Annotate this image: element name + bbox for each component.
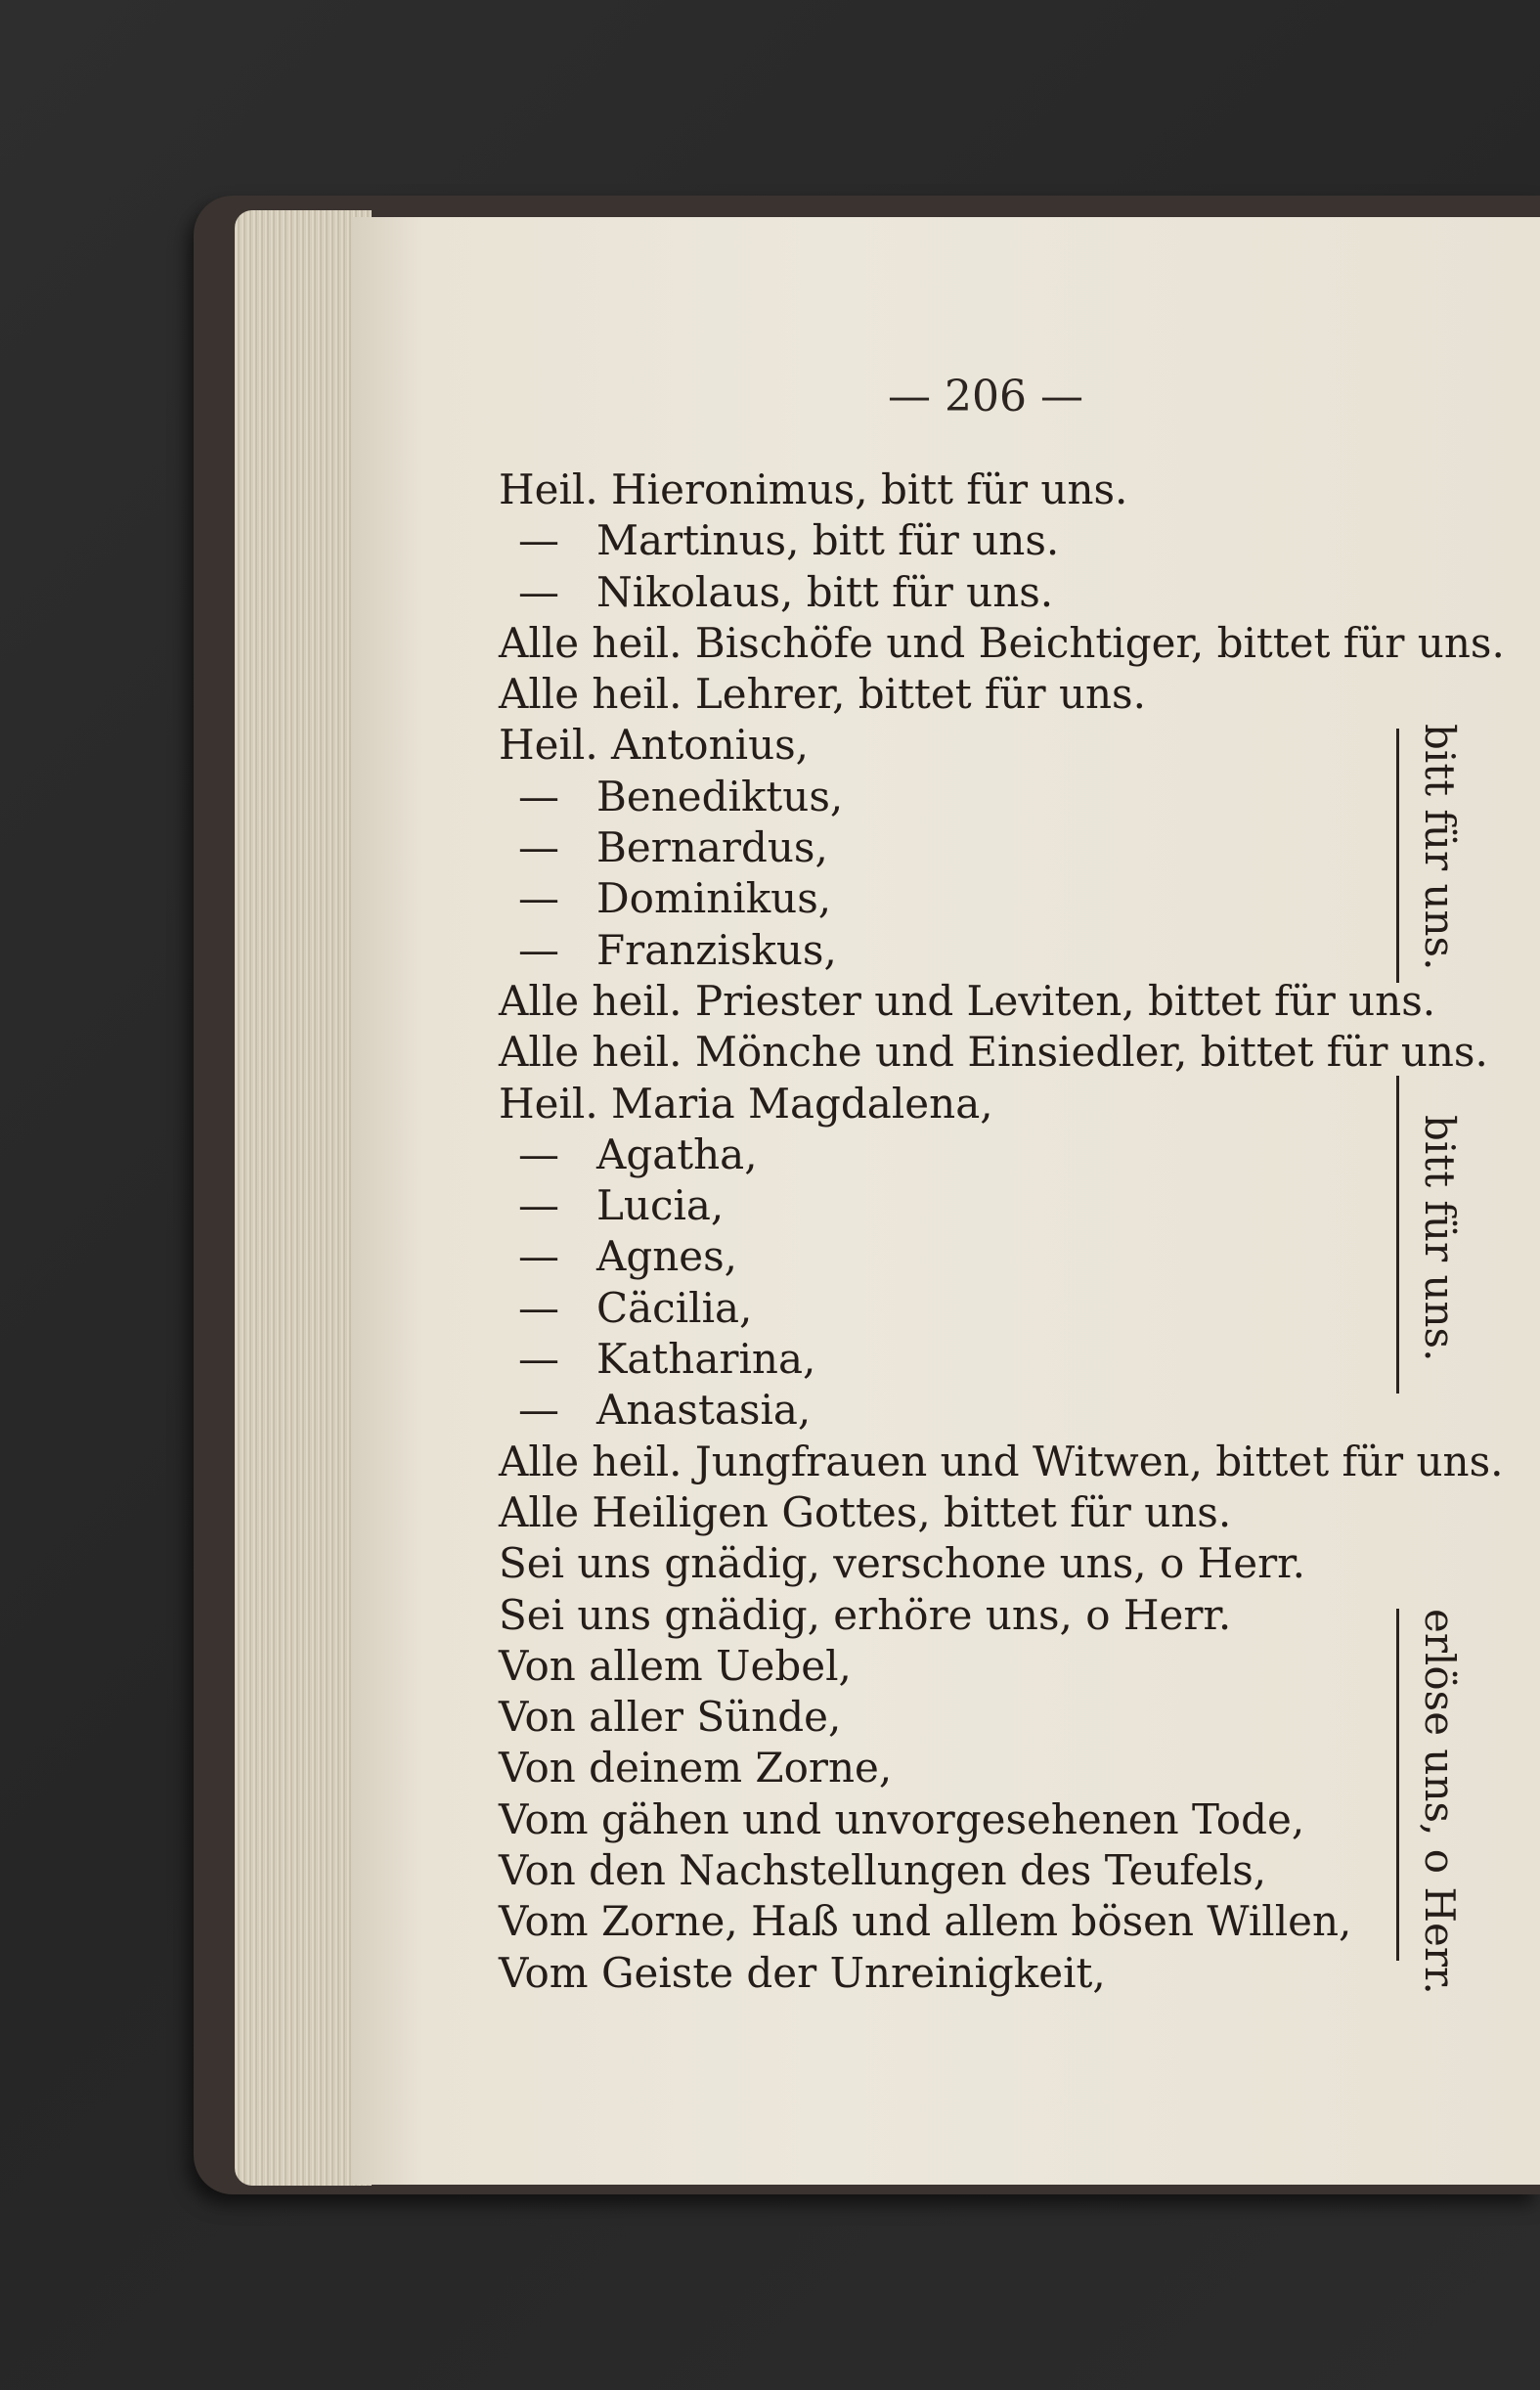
line-text: Bernardus, [596,823,828,872]
text-line [499,976,1476,1027]
text-line [499,1437,1504,1487]
repeat-dash: — [518,1283,559,1332]
line-text: Anastasia, [596,1386,812,1435]
text-line [499,1794,1476,1845]
text-line [499,1180,1476,1231]
repeat-dash: — [518,516,559,565]
repeat-dash: — [518,567,559,616]
line-text: Vom Zorne, Haß und allem bösen Willen, [499,1897,1352,1946]
line-text: Martinus, bitt für uns. [596,516,1060,565]
text-line [499,822,1476,873]
text-line [499,1590,1476,1641]
repeat-dash: — [518,874,559,923]
text-line [499,515,1476,566]
line-text: Heil. Maria Magdalena, [499,1079,993,1128]
bracket-group-1 [1396,729,1399,983]
text-line [499,1027,1488,1078]
text-line [499,925,1476,976]
text-line [499,873,1476,924]
text-line [499,772,1476,822]
page-edges [235,210,372,2186]
text-line [499,1845,1476,1896]
repeat-dash: — [518,1232,559,1281]
line-text: Alle Heiligen Gottes, bittet für uns. [499,1487,1232,1536]
text-line [499,1487,1476,1538]
line-text: Alle heil. Jungfrauen und Witwen, bittet für uns. [499,1437,1504,1485]
page-number: — 206 — [888,372,1083,421]
repeat-dash: — [518,1181,559,1230]
line-text: Von aller Sünde, [499,1693,842,1742]
line-text: Lucia, [596,1181,725,1230]
line-text: Nikolaus, bitt für uns. [596,567,1054,616]
text-line [499,465,1476,515]
line-text: Von allem Uebel, [499,1641,852,1690]
text-line [499,1129,1476,1180]
line-text: Franziskus, [596,925,837,974]
text-line [499,1641,1476,1692]
line-text: Vom Geiste der Unreinigkeit, [499,1948,1106,1997]
text-line [499,720,1476,771]
text-line [499,1283,1476,1334]
line-text: Agatha, [596,1129,758,1178]
line-text: Benediktus, [596,772,844,820]
line-text: Cäcilia, [596,1283,753,1332]
text-line [499,1334,1476,1385]
text-line [499,1538,1476,1589]
text-line [499,1896,1476,1947]
line-text: Dominikus, [596,874,832,923]
line-text: Vom gähen und unvorgesehenen Tode, [499,1794,1305,1843]
repeat-dash: — [518,772,559,820]
text-line [499,1231,1476,1282]
text-line [499,1692,1476,1743]
text-line [499,1948,1476,1999]
line-text: Von deinem Zorne, [499,1744,893,1792]
line-text: Heil. Hieronimus, bitt für uns. [499,465,1128,513]
line-text: Von den Nachstellungen des Teufels, [499,1846,1267,1895]
repeat-dash: — [518,1129,559,1178]
repeat-dash: — [518,1335,559,1384]
line-text: Sei uns gnädig, verschone uns, o Herr. [499,1539,1305,1588]
line-text: Alle heil. Priester und Leviten, bittet für uns. [499,976,1436,1025]
litany-text [499,465,1505,1999]
text-line [499,669,1476,720]
line-text: Alle heil. Bischöfe und Beichtiger, bittet für uns. [499,618,1505,667]
bracket-group-3 [1396,1609,1399,1961]
line-text: Agnes, [596,1232,738,1281]
side-label-group-1: bitt für uns. [1416,724,1464,971]
line-text: Alle heil. Lehrer, bittet für uns. [499,670,1146,719]
bracket-group-2 [1396,1076,1399,1394]
text-line [499,1743,1476,1793]
side-label-group-3: erlöse uns, o Herr. [1416,1609,1464,1995]
line-text: Sei uns gnädig, erhöre uns, o Herr. [499,1590,1232,1639]
text-line [499,1385,1476,1436]
text-line [499,567,1476,618]
line-text: Alle heil. Mönche und Einsiedler, bittet für uns. [499,1028,1488,1077]
repeat-dash: — [518,925,559,974]
line-text: Katharina, [596,1335,816,1384]
text-line [499,1079,1476,1129]
line-text: Heil. Antonius, [499,721,810,770]
repeat-dash: — [518,1386,559,1435]
side-label-group-2: bitt für uns. [1416,1115,1464,1362]
repeat-dash: — [518,823,559,872]
text-line [499,618,1505,669]
